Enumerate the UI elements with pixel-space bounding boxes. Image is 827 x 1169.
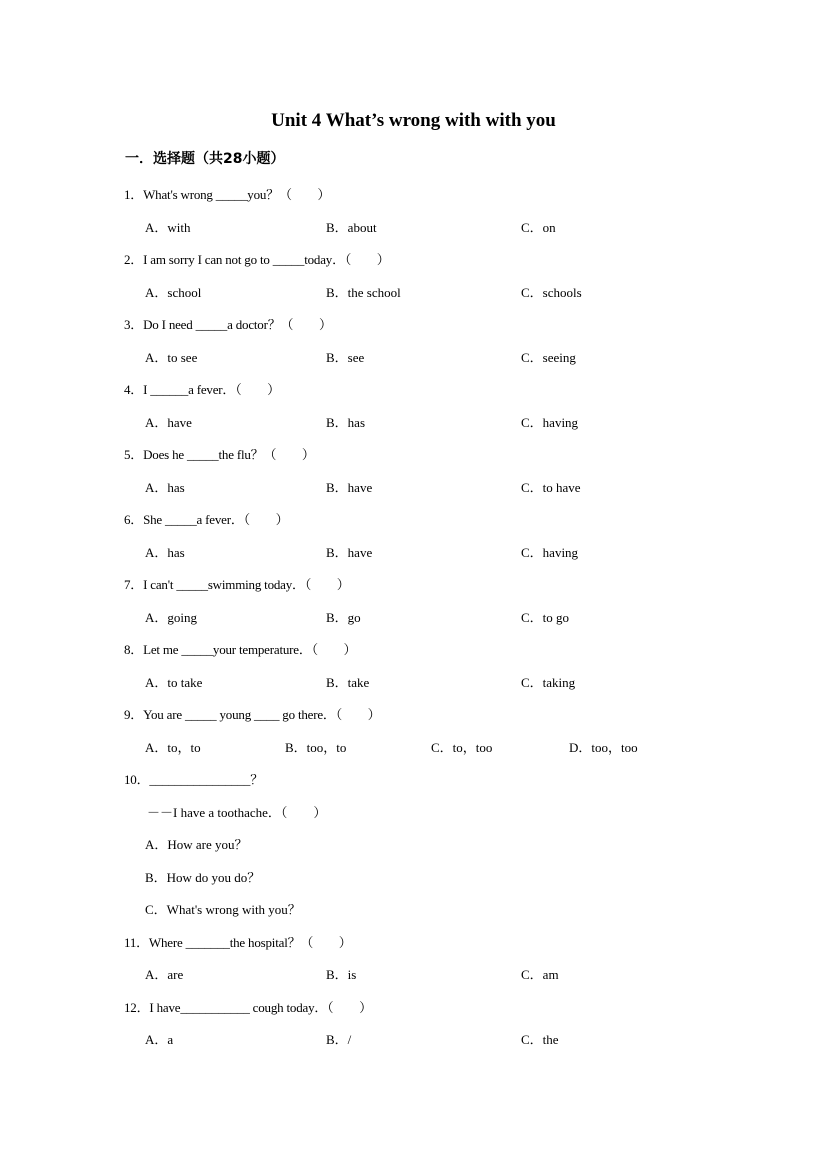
q4-option-a: A．have bbox=[145, 415, 192, 430]
question-3: 3．Do I need _____a doctor？（ ） bbox=[124, 317, 332, 332]
question-5: 5．Does he _____the flu？（ ） bbox=[124, 447, 315, 462]
q11-option-c: C．am bbox=[521, 967, 559, 982]
q9-option-d: D．too，too bbox=[569, 740, 638, 755]
q6-option-c: C．having bbox=[521, 545, 579, 560]
question-4: 4．I ______a fever．（ ） bbox=[124, 382, 280, 397]
q6-option-b: B．have bbox=[326, 545, 373, 560]
question-11: 11．Where _______the hospital？（ ） bbox=[124, 935, 352, 950]
q7-option-b: B．go bbox=[326, 610, 361, 625]
q12-option-b: B．/ bbox=[326, 1032, 352, 1047]
q5-option-b: B．have bbox=[326, 480, 373, 495]
q2-option-c: C．schools bbox=[521, 285, 582, 300]
q2-option-b: B．the school bbox=[326, 285, 401, 300]
q9-option-a: A．to，to bbox=[145, 740, 201, 755]
q12-option-a: A．a bbox=[145, 1032, 174, 1047]
question-12: 12．I have___________ cough today．（ ） bbox=[124, 1000, 372, 1015]
q8-option-c: C．taking bbox=[521, 675, 576, 690]
page-title: Unit 4 What’s wrong with with you bbox=[271, 110, 556, 131]
q12-option-c: C．the bbox=[521, 1032, 559, 1047]
question-2: 2．I am sorry I can not go to _____today．（ ） bbox=[124, 252, 390, 267]
question-6: 6．She _____a fever．（ ） bbox=[124, 512, 289, 527]
q3-option-b: B．see bbox=[326, 350, 365, 365]
q9-option-c: C．to，too bbox=[431, 740, 493, 755]
q11-option-b: B．is bbox=[326, 967, 357, 982]
q4-option-c: C．having bbox=[521, 415, 579, 430]
q1-option-a: A．with bbox=[145, 220, 191, 235]
q11-option-a: A．are bbox=[145, 967, 184, 982]
q3-option-a: A．to see bbox=[145, 350, 198, 365]
q8-option-a: A．to take bbox=[145, 675, 203, 690]
q9-option-b: B．too，to bbox=[285, 740, 347, 755]
q6-option-a: A．has bbox=[145, 545, 185, 560]
question-1: 1．What's wrong _____you？（ ） bbox=[124, 187, 331, 202]
question-8: 8．Let me _____your temperature．（ ） bbox=[124, 642, 357, 657]
question-7: 7．I can't _____swimming today．（ ） bbox=[124, 577, 350, 592]
q1-option-c: C．on bbox=[521, 220, 556, 235]
q10-response-line: －－I have a toothache．（ ） bbox=[147, 805, 327, 820]
q1-option-b: B．about bbox=[326, 220, 377, 235]
q8-option-b: B．take bbox=[326, 675, 370, 690]
q10-option-a: A．How are you？ bbox=[145, 837, 248, 852]
q7-option-a: A．going bbox=[145, 610, 198, 625]
q4-option-b: B．has bbox=[326, 415, 366, 430]
q5-option-c: C．to have bbox=[521, 480, 581, 495]
q2-option-a: A．school bbox=[145, 285, 202, 300]
q3-option-c: C．seeing bbox=[521, 350, 576, 365]
q10-option-b: B．How do you do？ bbox=[145, 870, 261, 885]
q10-option-c: C．What's wrong with you？ bbox=[145, 902, 301, 917]
q5-option-a: A．has bbox=[145, 480, 185, 495]
question-9: 9．You are _____ young ____ go there．（ ） bbox=[124, 707, 381, 722]
question-10: 10．________________？ bbox=[124, 772, 264, 787]
q7-option-c: C．to go bbox=[521, 610, 570, 625]
section-heading: 一．选择题（共28小题） bbox=[125, 151, 285, 167]
